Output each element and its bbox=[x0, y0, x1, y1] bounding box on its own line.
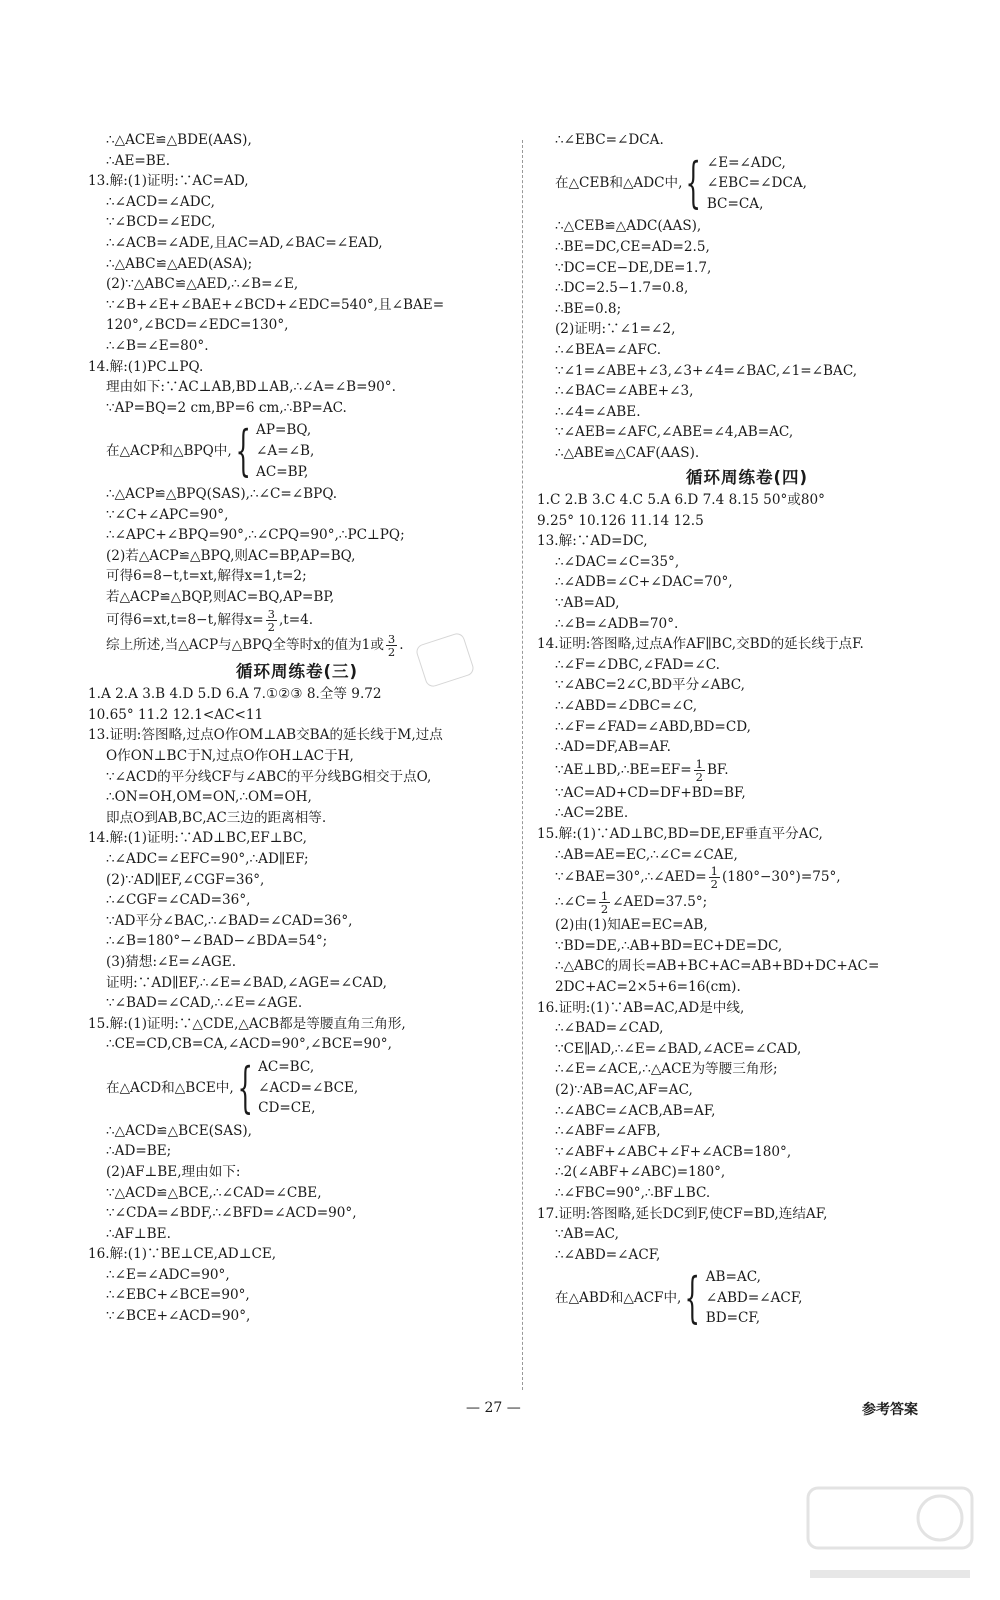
system-row: ∠A=∠B, bbox=[256, 442, 315, 459]
text-line: 即点O到AB,BC,AC三边的距离相等. bbox=[106, 809, 327, 826]
equation-system bbox=[88, 1057, 506, 1119]
fraction-line-before: 综上所述,当△ACP与△BPQ全等时x的值为1或 bbox=[106, 636, 384, 653]
text-line: ∵AB=AC, bbox=[555, 1226, 619, 1243]
text-line: ∴∠F=∠DBC,∠FAD=∠C. bbox=[555, 656, 721, 673]
system-prefix: 在△ACD和△BCE中, bbox=[106, 1079, 234, 1096]
text-line: ∵AD平分∠BAC,∴∠BAD=∠CAD=36°, bbox=[106, 912, 353, 929]
text-line: ∴AC=2BE. bbox=[555, 805, 629, 822]
system-rows bbox=[256, 420, 314, 482]
brace-symbol: { bbox=[685, 151, 702, 215]
text-line: ∴∠ABD=∠ACF, bbox=[555, 1246, 661, 1263]
text-line: 14.解:(1)证明:∵AD⊥BC,EF⊥BC, bbox=[88, 830, 308, 847]
text-line: ∴∠APC+∠BPQ=90°,∴∠CPQ=90°,∴PC⊥PQ; bbox=[106, 527, 405, 544]
text-line: ∴DC=2.5−1.7=0.8, bbox=[555, 280, 689, 297]
system-prefix: 在△ACP和△BPQ中, bbox=[106, 442, 232, 459]
text-line: ∴∠ABD=∠DBC=∠C, bbox=[555, 698, 698, 715]
brace-symbol: { bbox=[684, 1266, 701, 1330]
system-row: AB=AC, bbox=[705, 1269, 761, 1286]
text-line: ∵∠B+∠E+∠BAE+∠BCD+∠EDC=540°,且∠BAE= bbox=[106, 296, 445, 313]
text-line: ∵CE∥AD,∴∠E=∠BAD,∠ACE=∠CAD, bbox=[555, 1040, 802, 1057]
text-line: ∴BE=DC,CE=AD=2.5, bbox=[555, 238, 710, 255]
text-line: ∴AD=BE; bbox=[106, 1143, 172, 1160]
text-line: ∴∠BAD=∠CAD, bbox=[555, 1020, 664, 1037]
fraction-numerator: 3 bbox=[387, 631, 396, 646]
text-line: ∴△ABC的周长=AB+BC+AC=AB+BD+DC+AC= bbox=[555, 958, 880, 975]
fraction bbox=[266, 608, 277, 633]
system-row: AC=BP, bbox=[256, 463, 309, 480]
fraction-line-after: . bbox=[399, 636, 404, 653]
system-row: AP=BQ, bbox=[256, 422, 312, 439]
text-line: 1.A 2.A 3.B 4.D 5.D 6.A 7.①②③ 8.全等 9.72 bbox=[88, 686, 382, 703]
text-line: ∵∠BCE+∠ACD=90°, bbox=[106, 1308, 251, 1325]
text-line: ∴∠ACB=∠ADE,且AC=AD,∠BAC=∠EAD, bbox=[106, 234, 383, 251]
text-line: ∴∠DAC=∠C=35°, bbox=[555, 553, 680, 570]
text-line: ∴∠E=∠ADC=90°, bbox=[106, 1266, 230, 1283]
text-line: (2)证明:∵∠1=∠2, bbox=[555, 321, 676, 338]
text-line: ∵∠ACD的平分线CF与∠ABC的平分线BG相交于点O, bbox=[106, 768, 432, 785]
system-row: BD=CF, bbox=[705, 1310, 761, 1327]
text-line: ∴∠E=∠ACE,∴△ACE为等腰三角形; bbox=[555, 1061, 778, 1078]
fraction-line-after: ∠AED=37.5°; bbox=[612, 894, 708, 911]
text-line: 若△ACP≌△BQP,则AC=BQ,AP=BP, bbox=[106, 589, 335, 606]
footer-label: 参考答案 bbox=[862, 1402, 918, 1418]
text-line: ∵AC=AD+CD=DF+BD=BF, bbox=[555, 784, 746, 801]
text-line: ∵∠BAD=∠CAD,∴∠E=∠AGE. bbox=[106, 995, 303, 1012]
fraction-numerator: 1 bbox=[695, 756, 703, 771]
text-line: ∴∠ABF=∠AFB, bbox=[555, 1123, 661, 1140]
system-prefix: 在△CEB和△ADC中, bbox=[555, 175, 683, 192]
text-line: 13.解:(1)证明:∵AC=AD, bbox=[88, 173, 249, 190]
text-line: 2DC+AC=2×5+6=16(cm). bbox=[555, 978, 741, 995]
fraction-line bbox=[537, 865, 957, 890]
system-row: ∠ABD=∠ACF, bbox=[705, 1289, 803, 1306]
text-line: (2)AF⊥BE,理由如下: bbox=[106, 1163, 241, 1180]
text-line: ∵AP=BQ=2 cm,BP=6 cm,∴BP=AC. bbox=[106, 399, 347, 416]
fraction bbox=[599, 890, 610, 915]
section-title: 循环周练卷(三) bbox=[235, 661, 359, 681]
text-line: ∵∠BCD=∠EDC, bbox=[106, 214, 216, 231]
fraction-line-before: 可得6=xt,t=8−t,解得x= bbox=[106, 611, 264, 628]
text-line: ∴∠BEA=∠AFC. bbox=[555, 341, 662, 358]
page-number: — 27 — bbox=[466, 1400, 521, 1416]
text-line: 15.解:(1)证明:∵△CDE,△ACB都是等腰直角三角形, bbox=[88, 1015, 406, 1032]
right-column bbox=[537, 130, 957, 1331]
fraction-line-after: ,t=4. bbox=[278, 611, 314, 628]
text-line: ∴△ACD≌△BCE(SAS), bbox=[106, 1122, 253, 1139]
text-line: ∴2(∠ABF+∠ABC)=180°, bbox=[555, 1164, 726, 1181]
text-line: ∴∠BAC=∠ABE+∠3, bbox=[555, 383, 694, 400]
text-line: ∴AF⊥BE. bbox=[106, 1225, 171, 1242]
system-rows bbox=[707, 153, 807, 215]
fraction-denominator: 2 bbox=[600, 902, 609, 917]
text-line: ∴∠B=180°−∠BAD−∠BDA=54°; bbox=[106, 933, 328, 950]
fraction-line-before: ∵∠BAE=30°,∴∠AED= bbox=[555, 869, 707, 886]
text-line: ∴∠EBC=∠DCA. bbox=[555, 132, 664, 148]
brace-symbol: { bbox=[237, 1055, 253, 1119]
text-line: ∴∠4=∠ABE. bbox=[555, 403, 641, 420]
text-line: (3)猜想:∠E=∠AGE. bbox=[106, 953, 237, 970]
text-line: ∴∠ACD=∠ADC, bbox=[106, 193, 215, 210]
text-line: ∴AD=DF,AB=AF. bbox=[555, 739, 671, 756]
fraction-denominator: 2 bbox=[267, 619, 275, 634]
fraction-numerator: 3 bbox=[267, 606, 275, 621]
text-line: ∴△ABC≌△AED(ASA); bbox=[106, 255, 253, 272]
text-line: ∵∠ABC=2∠C,BD平分∠ABC, bbox=[555, 677, 745, 694]
system-row: BC=CA, bbox=[706, 195, 764, 212]
fraction bbox=[709, 865, 720, 890]
text-line: 120°,∠BCD=∠EDC=130°, bbox=[106, 317, 289, 334]
text-line: ∴ON=OH,OM=ON,∴OM=OH, bbox=[106, 789, 312, 806]
text-line: ∵△ACD≌△BCE,∴∠CAD=∠CBE, bbox=[106, 1184, 322, 1201]
text-line: ∴AE=BE. bbox=[106, 152, 171, 169]
watermark-logo bbox=[800, 1482, 980, 1592]
system-row: ∠EBC=∠DCA, bbox=[706, 175, 807, 192]
fraction-line-before: ∵AE⊥BD,∴BE=EF= bbox=[555, 761, 692, 778]
text-line: ∴∠F=∠FAD=∠ABD,BD=CD, bbox=[555, 718, 751, 735]
text-line: 16.证明:(1)∵AB=AC,AD是中线, bbox=[537, 999, 745, 1016]
text-line: ∵BD=DE,∴AB+BD=EC+DE=DC, bbox=[555, 937, 783, 954]
text-line: 证明:∵AD∥EF,∴∠E=∠BAD,∠AGE=∠CAD, bbox=[106, 974, 387, 991]
system-rows bbox=[258, 1057, 358, 1119]
fraction-denominator: 2 bbox=[387, 644, 396, 659]
text-line: ∴BE=0.8; bbox=[555, 300, 622, 317]
brace-symbol: { bbox=[235, 419, 251, 483]
system-row: ∠ACD=∠BCE, bbox=[258, 1079, 359, 1096]
text-line: ∴△ACP≌△BPQ(SAS),∴∠C=∠BPQ. bbox=[106, 486, 338, 503]
fraction bbox=[694, 758, 705, 783]
text-line: ∵AB=AD, bbox=[555, 595, 620, 612]
text-line: ∴△CEB≌△ADC(AAS), bbox=[555, 218, 702, 235]
equation-system bbox=[537, 153, 957, 215]
fraction-line-after: (180°−30°)=75°, bbox=[721, 869, 841, 886]
text-line: (2)∵AB=AC,AF=AC, bbox=[555, 1081, 693, 1098]
text-line: (2)由(1)知AE=EC=AB, bbox=[555, 917, 708, 934]
text-line: (2)若△ACP≌△BPQ,则AC=BP,AP=BQ, bbox=[106, 547, 356, 564]
column-divider bbox=[522, 140, 523, 1390]
text-line: 16.解:(1)∵BE⊥CE,AD⊥CE, bbox=[88, 1246, 277, 1263]
system-row: CD=CE, bbox=[258, 1100, 316, 1117]
equation-system bbox=[88, 420, 506, 482]
text-line: ∵∠CDA=∠BDF,∴∠BFD=∠ACD=90°, bbox=[106, 1205, 357, 1222]
fraction-line-before: ∴∠C= bbox=[555, 894, 597, 911]
system-row: AC=BC, bbox=[258, 1058, 315, 1075]
fraction-line bbox=[537, 758, 957, 783]
text-line: ∵∠ABF+∠ABC+∠F+∠ACB=180°, bbox=[555, 1143, 792, 1160]
text-line: ∴∠ADC=∠EFC=90°,∴AD∥EF; bbox=[106, 851, 309, 867]
fraction bbox=[386, 633, 397, 658]
fraction-numerator: 1 bbox=[710, 864, 718, 879]
text-line: ∴∠FBC=90°,∴BF⊥BC. bbox=[555, 1184, 711, 1201]
text-line: 可得6=8−t,t=xt,解得x=1,t=2; bbox=[106, 568, 307, 585]
fraction-line bbox=[88, 608, 506, 633]
text-line: 理由如下:∵AC⊥AB,BD⊥AB,∴∠A=∠B=90°. bbox=[106, 379, 396, 396]
text-line: (2)∵AD∥EF,∠CGF=36°, bbox=[106, 871, 265, 888]
text-line: ∵∠AEB=∠AFC,∠ABE=∠4,AB=AC, bbox=[555, 424, 794, 441]
equation-system bbox=[537, 1267, 957, 1329]
text-line: 14.解:(1)PC⊥PQ. bbox=[88, 358, 204, 375]
text-line: (2)∵△ABC≌△AED,∴∠B=∠E, bbox=[106, 276, 299, 293]
text-line: 15.解:(1)∵AD⊥BC,BD=DE,EF垂直平分AC, bbox=[537, 826, 823, 842]
system-rows bbox=[706, 1267, 803, 1329]
fraction-denominator: 2 bbox=[710, 877, 718, 892]
section-title: 循环周练卷(四) bbox=[685, 467, 809, 487]
system-row: ∠E=∠ADC, bbox=[706, 154, 786, 171]
text-line: ∵∠1=∠ABE+∠3,∠3+∠4=∠BAC,∠1=∠BAC, bbox=[555, 362, 858, 379]
fraction-denominator: 2 bbox=[695, 769, 703, 784]
text-line: ∵DC=CE−DE,DE=1.7, bbox=[555, 259, 712, 276]
text-line: 17.证明:答图略,延长DC到F,使CF=BD,连结AF, bbox=[537, 1205, 828, 1222]
text-line: 13.解:∵AD=DC, bbox=[537, 533, 648, 550]
text-line: ∴∠B=∠ADB=70°. bbox=[555, 615, 679, 632]
text-line: ∴∠CGF=∠CAD=36°, bbox=[106, 892, 251, 909]
text-line: 10.65° 11.2 12.1<AC<11 bbox=[88, 706, 264, 723]
system-prefix: 在△ABD和△ACF中, bbox=[555, 1289, 682, 1306]
text-line: O作ON⊥BC于N,过点O作OH⊥AC于H, bbox=[106, 748, 354, 765]
text-line: ∵∠C+∠APC=90°, bbox=[106, 506, 229, 523]
text-line: ∴CE=CD,CB=CA,∠ACD=90°,∠BCE=90°, bbox=[106, 1036, 392, 1053]
text-line: ∴∠EBC+∠BCE=90°, bbox=[106, 1287, 250, 1304]
fraction-numerator: 1 bbox=[600, 889, 609, 904]
text-line: 1.C 2.B 3.C 4.C 5.A 6.D 7.4 8.15 50°或80° bbox=[537, 492, 825, 509]
text-line: 13.证明:答图略,过点O作OM⊥AB交BA的延长线于M,过点 bbox=[88, 727, 443, 744]
fraction-line bbox=[537, 890, 957, 915]
text-line: ∴∠ABC=∠ACB,AB=AF, bbox=[555, 1102, 716, 1119]
fraction-line-after: BF. bbox=[706, 761, 729, 778]
text-line: 9.25° 10.126 11.14 12.5 bbox=[537, 512, 704, 529]
text-line: ∴△ACE≌△BDE(AAS), bbox=[106, 132, 252, 148]
text-line: ∴△ABE≌△CAF(AAS). bbox=[555, 444, 700, 461]
text-line: ∴∠ADB=∠C+∠DAC=70°, bbox=[555, 574, 733, 591]
text-line: ∴∠B=∠E=80°. bbox=[106, 337, 209, 354]
text-line: 14.证明:答图略,过点A作AF∥BC,交BD的延长线于点F. bbox=[537, 636, 864, 653]
text-line: ∴AB=AE=EC,∴∠C=∠CAE, bbox=[555, 846, 738, 863]
left-column bbox=[88, 130, 506, 1327]
